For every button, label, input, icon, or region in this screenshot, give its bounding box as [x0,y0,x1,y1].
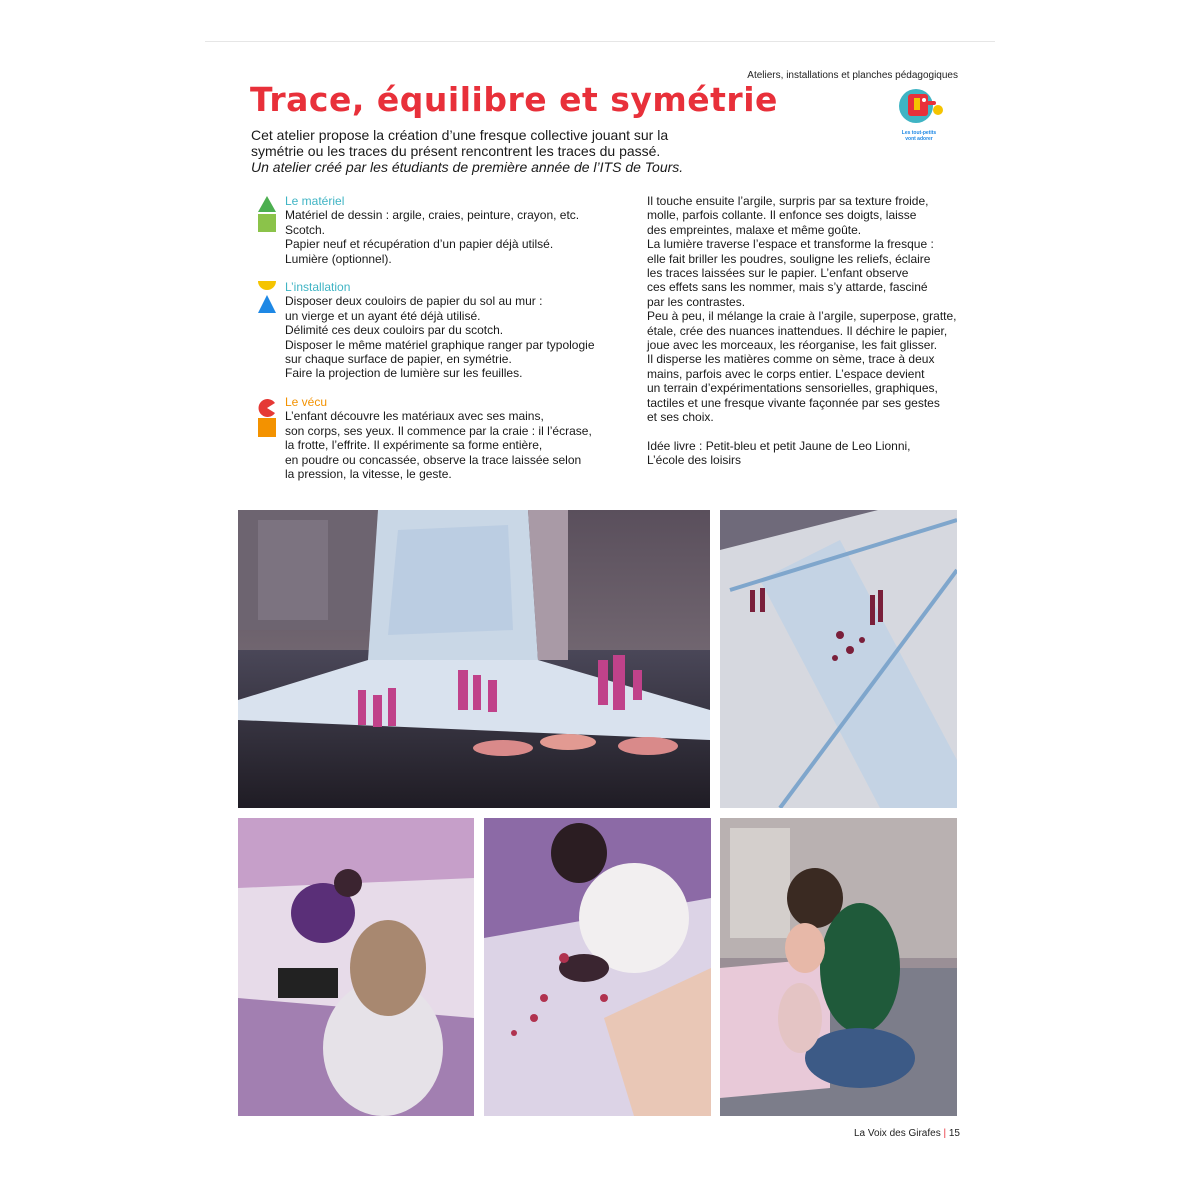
installation-section [285,280,625,381]
magazine-logo [894,88,944,144]
body-line: elle fait briller les poudres, souligne les reliefs, éclaire [647,251,931,266]
pacman-shape-icon [258,399,276,437]
body-line: molle, parfois collante. Il enfonce ses doigts, laisse [647,208,917,223]
vecu-line: la frotte, l’effrite. Il expérimente sa forme entière, [285,438,543,453]
vecu-line: la pression, la vitesse, le geste. [285,466,452,481]
book-line: Idée livre : Petit-bleu et petit Jaune de Leo Lionni, [647,438,911,453]
book-idea [647,439,967,468]
materiel-heading: Le matériel [285,194,345,208]
body-line: des empreintes, malaxe et même goûte. [647,222,862,237]
body-line: et ses choix. [647,410,714,425]
logo-text-line2: vont adorer [905,136,933,142]
installation-line: Disposer le même matériel graphique ranger par typologie [285,337,595,352]
body-line: par les contrastes. [647,294,746,309]
intro-line: Cet atelier propose la création d’une fresque collective jouant sur la [251,127,669,143]
materiel-section [285,194,625,266]
installation-heading: L’installation [285,280,351,295]
intro-credit: Un atelier créé par les étudiants de première année de l’ITS de Tours. [251,159,684,175]
installation-line: sur chaque surface de papier, en symétrie. [285,352,512,367]
magazine-name: La Voix des Girafes [853,1128,941,1139]
materiel-line: Scotch. [285,222,326,237]
logo-text-line1: Les tout-petits [901,130,937,136]
house-shape-icon [258,196,276,232]
vecu-line: son corps, ses yeux. Il commence par la craie : il l’écrase, [285,423,592,438]
vecu-line: L’enfant découvre les matériaux avec ses mains, [285,409,544,424]
photo-children-drawing [238,818,474,1116]
hourglass-shape-icon [258,281,276,313]
body-line: tactiles et une fresque vivante façonnée par ses gestes [647,395,940,410]
footer-separator: | [943,1128,947,1139]
body-line: mains, parfois avec le corps entier. L’espace devient [647,366,925,381]
vecu-heading: Le vécu [285,394,328,409]
materiel-line: Papier neuf et récupération d’un papier déjà utilsé. [285,237,554,252]
materiel-line: Lumière (optionnel). [285,251,392,266]
intro [251,127,691,175]
photo-adult-toddler [720,818,957,1116]
book-line: L’école des loisirs [647,452,742,467]
body-line: étale, crée des nuances inattendues. Il déchire le papier, [647,323,948,338]
vecu-line: en poudre ou concassée, observe la trace laissée selon [285,452,582,467]
vecu-continued [647,194,967,425]
photo-installation-wide [238,510,710,808]
body-line: La lumière traverse l’espace et transforme la fresque : [647,237,934,252]
photo-paper-strip [720,510,957,808]
installation-line: Faire la projection de lumière sur les feuilles. [285,366,523,381]
top-rule [205,41,995,42]
page-number: 15 [948,1128,960,1139]
body-line: Il disperse les matières comme on sème, trace à deux [647,352,935,367]
installation-line: Disposer deux couloirs de papier du sol au mur : [285,294,543,309]
installation-line: un vierge et un ayant été déjà utilisé. [285,308,481,323]
body-line: les traces laissées sur le papier. L’enfant observe [647,266,909,281]
page-footer [854,1128,960,1139]
body-line: un terrain d’expérimentations sensorielles, graphiques, [647,381,938,396]
materiel-line: Matériel de dessin : argile, craies, peinture, crayon, etc. [285,208,580,223]
right-column [647,194,967,481]
page-title: Trace, équilibre et symétrie [250,80,778,119]
body-line: joue avec les morceaux, les réorganise, les fait glisser. [647,338,938,353]
left-column [285,194,625,495]
installation-line: Délimité ces deux couloirs par du scotch. [285,323,504,338]
photo-child-chalk [484,818,711,1116]
intro-line: symétrie ou les traces du présent rencontrent les traces du passé. [251,143,661,159]
body-line: Il touche ensuite l’argile, surpris par sa texture froide, [647,194,929,208]
body-line: ces effets sans les nommer, mais s’y attarde, fasciné [647,280,928,295]
vecu-section [285,395,625,481]
body-line: Peu à peu, il mélange la craie à l’argile, superpose, gratte, [647,309,957,324]
section-label: Ateliers, installations et planches pédagogiques [747,70,958,81]
